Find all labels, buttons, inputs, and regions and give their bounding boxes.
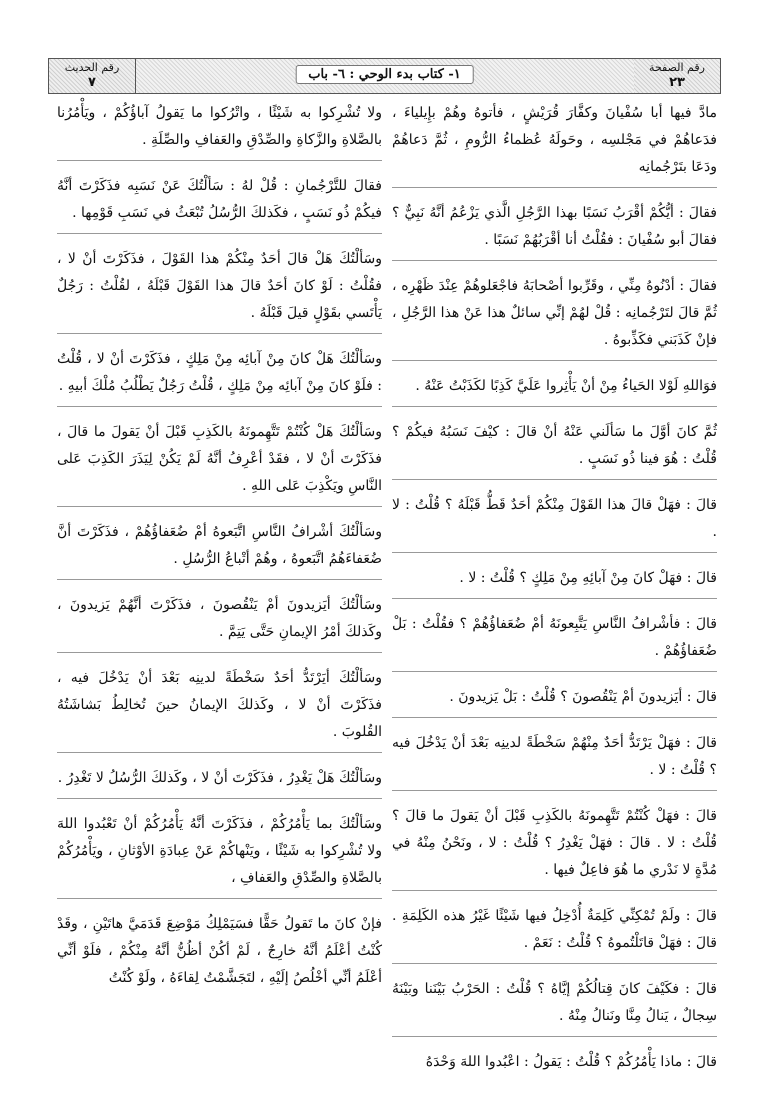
paragraph: ثُمَّ كانَ أوَّلَ ما سَألَني عَنْهُ أنْ قالَ : كيْفَ نَسَبُهُ فيكُمْ ؟ قُلْتُ : هُوَ فينا ذُو نَسَبٍ .	[392, 419, 717, 480]
paragraph: قالَ : فهَلْ يَرْتَدُّ أحَدٌ مِنْهُمْ سَخْطَةً لدينِه بَعْدَ أنْ يَدْخُلَ فيه ؟ قُلْتُ : لا .	[392, 730, 717, 791]
paragraph: قالَ : فأشْرافُ النَّاسِ يَتَّبِعونَهُ أمْ ضُعَفاؤُهُمْ ؟ فقُلْتُ : بَلْ ضُعَفاؤُهُمْ .	[392, 611, 717, 672]
paragraph: وسَألْتُكَ أشْرافُ النَّاسِ اتَّبَعوهُ أمْ ضُعَفاؤُهُمْ ، فذَكَرْتَ أنَّ ضُعَفاءَهُمُ اتَّبَعوهُ ، وهُمْ أتْباعُ الرُّسُلِ .	[57, 519, 382, 580]
paragraph: قالَ : فهَلْ قالَ هذا القَوْلَ مِنْكُمْ أحَدٌ قَطُّ قَبْلَهُ ؟ قُلْتُ : لا .	[392, 492, 717, 553]
paragraph: وسَألْتُكَ أيَرْتَدُّ أحَدٌ سَخْطَةً لدينِه بَعْدَ أنْ يَدْخُلَ فيه ، فذَكَرْتَ أنْ لا ، وكَذلكَ الإيمانُ حينَ تُخالِطُ بَشاشَتُهُ القُلوبَ .	[57, 665, 382, 753]
paragraph: قالَ : فهَلْ كانَ مِنْ آبائِهِ مِنْ مَلِكٍ ؟ قُلْتُ : لا .	[392, 565, 717, 599]
page-number-label: رقم الصفحة	[649, 61, 705, 74]
header-title-band	[135, 59, 634, 93]
hadith-number-label: رقم الحديث	[64, 61, 120, 74]
paragraph: فوَاللهِ لَوْلا الحَياءُ مِنْ أنْ يَأْثِروا عَلَيَّ كَذِبًا لكَذَبْتُ عَنْهُ .	[392, 373, 717, 407]
page-header	[48, 58, 721, 94]
paragraph: وسَألْتُكَ بما يَأْمُرُكُمْ ، فذَكَرْتَ أنَّهُ يَأْمُرُكُمْ أنْ تَعْبُدوا اللهَ ولا تُشْرِكوا به شَيْئًا ، ويَنْهاكُمْ عَنْ عِبادَةِ الأوْثانِ ، ويَأْمُرُكُمْ بالصَّلاةِ والصِّدْقِ والعَفافِ ،	[57, 811, 382, 899]
page-number: ٢٣	[669, 75, 685, 90]
paragraph: فقالَ للتَّرْجُمانِ : قُلْ لهُ : سَألْتُكَ عَنْ نَسَبِه فذَكَرْتَ أنَّهُ فيكُمْ ذُو نَسَبٍ ، فكَذلكَ الرُّسُلُ تُبْعَثُ في نَسَبِ قَوْمِها .	[57, 173, 382, 234]
paragraph: قالَ : أيَزيدونَ أمْ يَنْقُصونَ ؟ قُلْتُ : بَلْ يَزيدونَ .	[392, 684, 717, 718]
paragraph: قالَ : فكَيْفَ كانَ قِتالُكُمْ إيَّاهُ ؟ قُلْتُ : الحَرْبُ بَيْنَنا وبَيْنَهُ سِجالٌ ، يَنالُ مِنَّا ونَنالُ مِنْهُ .	[392, 976, 717, 1037]
paragraph: قالَ : ماذا يَأْمُرُكُمْ ؟ قُلْتُ : يَقولُ : اعْبُدوا اللهَ وَحْدَهُ	[425, 1054, 717, 1070]
paragraph: وسَألْتُكَ هَلْ كانَ مِنْ آبائِه مِنْ مَلِكٍ ، فذَكَرْتَ أنْ لا ، قُلْتُ : فلَوْ كانَ مِنْ آبائِه مِنْ مَلِكٍ ، قُلْتُ رَجُلٌ يَطْلُبُ مُلْكَ أبيهِ .	[57, 346, 382, 407]
paragraph: ولا تُشْرِكوا به شَيْئًا ، واتْرُكوا ما يَقولُ آباؤُكُمْ ، ويَأْمُرُنا بالصَّلاةِ والزَّكاةِ والصِّدْقِ والعَفافِ والصِّلَةِ .	[57, 100, 382, 161]
hadith-number: ٧	[88, 75, 96, 90]
paragraph: فقالَ : أدْنُوهُ مِنِّي ، وقَرِّبوا أصْحابَهُ فاجْعَلوهُمْ عِنْدَ ظَهْرِه ، ثُمَّ قالَ لتَرْجُمانِه : قُلْ لهُمْ إنِّي سائلٌ هذا عَنْ هذا الرَّجُلِ ، فإنْ كَذَبَني فكَذِّبوهُ .	[392, 273, 717, 361]
hadith-number-box	[49, 59, 136, 93]
chapter-title: ١- كتاب بدء الوحي : ٦- باب	[295, 65, 474, 84]
paragraph: وسَألْتُكَ هَلْ كُنْتُمْ تَتَّهِمونَهُ بالكَذِبِ قَبْلَ أنْ يَقولَ ما قالَ ، فذَكَرْتَ أنْ لا ، فقَدْ أعْرِفُ أنَّهُ لَمْ يَكُنْ لِيَذَرَ الكَذِبَ عَلى النَّاسِ ويَكْذِبَ عَلى اللهِ .	[57, 419, 382, 507]
paragraph: وسَألْتُكَ هَلْ يَغْدِرُ ، فذَكَرْتَ أنْ لا ، وكَذلكَ الرُّسُلُ لا تَغْدِرُ .	[57, 765, 382, 799]
left-column	[57, 100, 382, 1090]
paragraph: فإنْ كانَ ما تَقولُ حَقًّا فسَيَمْلِكُ مَوْضِعَ قَدَمَيَّ هاتَيْنِ ، وقَدْ كُنْتُ أعْلَمُ أنَّهُ خارِجٌ ، لَمْ أكُنْ أظُنُّ أنَّهُ مِنْكُمْ ، فلَوْ أنِّي أعْلَمُ أنِّي أخْلُصُ إلَيْهِ ، لتَجَشَّمْتُ لِقاءَهُ ، ولَوْ كُنْتُ	[57, 916, 382, 986]
page-number-box	[633, 59, 720, 93]
paragraph: وسَألْتُكَ هَلْ قالَ أحَدٌ مِنْكُمْ هذا القَوْلَ ، فذَكَرْتَ أنْ لا ، فقُلْتُ : لَوْ كانَ أحَدٌ قالَ هذا القَوْلَ قَبْلَهُ ، لقُلْتُ : رَجُلٌ يَأْتَسي بقَوْلٍ قيلَ قَبْلَهُ .	[57, 246, 382, 334]
paragraph: قالَ : ولَمْ تُمْكِنِّي كَلِمَةٌ أُدْخِلُ فيها شَيْئًا غَيْرُ هذه الكَلِمَةِ . قالَ : فهَلْ قاتَلْتُموهُ ؟ قُلْتُ : نَعَمْ .	[392, 903, 717, 964]
right-column	[392, 100, 717, 1090]
paragraph: وسَألْتُكَ أيَزيدونَ أمْ يَنْقُصونَ ، فذَكَرْتَ أنَّهُمْ يَزيدونَ ، وكَذلكَ أمْرُ الإيمانِ حَتَّى يَتِمَّ .	[57, 592, 382, 653]
paragraph: فقالَ : أيُّكُمْ أقْرَبُ نَسَبًا بهذا الرَّجُلِ الَّذي يَزْعُمُ أنَّهُ نَبِيٌّ ؟ فقالَ أبو سُفْيانَ : فقُلْتُ أنا أقْرَبُهُمْ نَسَبًا .	[392, 200, 717, 261]
paragraph: مادَّ فيها أبا سُفْيانَ وكفَّارَ قُرَيْشٍ ، فأتوهُ وهُمْ بإِيلياءَ ، فدَعاهُمْ في مَجْلسِه ، وحَولَهُ عُظماءُ الرُّومِ ، ثُمَّ دَعاهُمْ ودَعَا بتَرْجُمانِه	[392, 100, 717, 188]
paragraph: قالَ : فهَلْ كُنْتُمْ تَتَّهِمونَهُ بالكَذِبِ قَبْلَ أنْ يَقولَ ما قالَ ؟ قُلْتُ : لا . قالَ : فهَلْ يَغْدِرُ ؟ قُلْتُ : لا ، ونَحْنُ مِنْهُ في مُدَّةٍ لا نَدْري ما هُوَ فاعِلٌ فيها .	[392, 803, 717, 891]
